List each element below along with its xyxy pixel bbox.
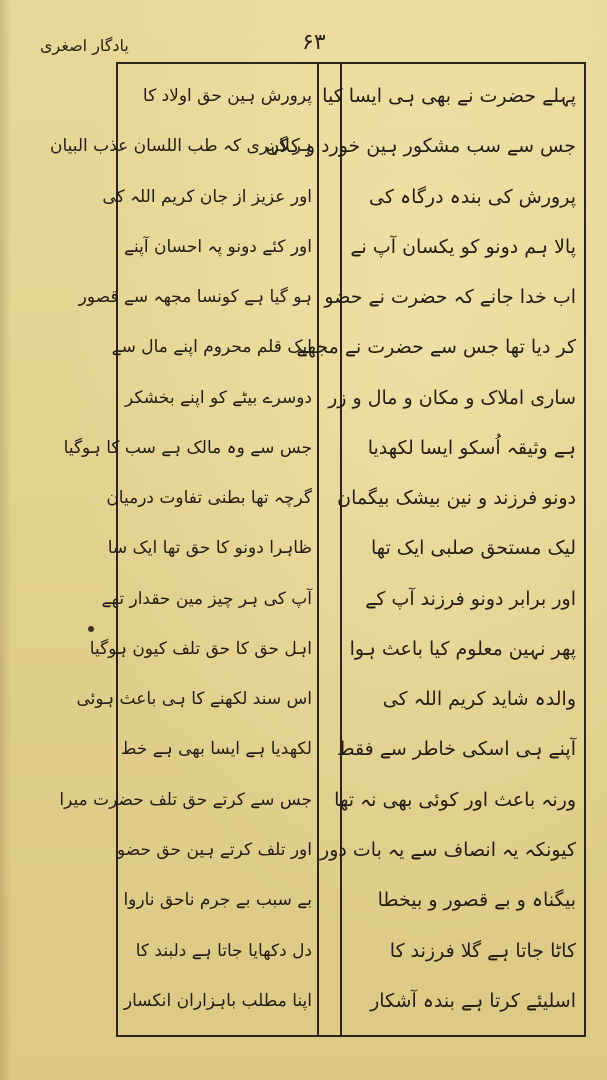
page-header xyxy=(40,30,585,66)
column-divider-right xyxy=(340,62,342,1037)
verse-line: جس سے کرتے حق تلف حضرت میرا xyxy=(59,789,312,810)
verse-line: ورنہ باعث اور کوئی بھی نہ تھا xyxy=(334,788,576,811)
ink-spot xyxy=(88,626,94,632)
verse-line: اس سند لکھنے کا ہی باعث ہوئی xyxy=(76,689,312,710)
verse-line: بیگناہ و بے قصور و بیخطا xyxy=(377,889,576,912)
verse-line: لکھدیا ہے ایسا بھی ہے خط xyxy=(120,739,312,760)
verse-line: اسلیئے کرتا ہے بندہ آشکار xyxy=(370,989,576,1012)
verse-line: ظاہرا دونو کا حق تھا ایک سا xyxy=(107,538,312,559)
verse-line: پالا ہم دونو کو یکسان آپ نے xyxy=(350,235,576,258)
verse-line: ہے وثیقہ اُسکو ایسا لکھدیا xyxy=(367,436,576,459)
verse-line: دونو فرزند و نین بیشک بیگمان xyxy=(337,487,576,510)
verse-line: اور عزیز از جان کریم اللہ کی xyxy=(102,186,312,207)
verse-line: پہلے حضرت نے بھی ہی ایسا کیا xyxy=(322,85,576,107)
verse-line: کر دیا تھا جس سے حضرت نے مجھے xyxy=(296,336,576,359)
verse-line: پرورش کی بندہ درگاہ کی xyxy=(369,185,576,208)
verse-line: اب خدا جانے کہ حضرت نے حضو xyxy=(324,286,576,309)
verse-line: ایک قلم محروم اپنے مال سے xyxy=(111,337,312,358)
verse-line: دل دکھایا جاتا ہے دلبند کا xyxy=(135,940,312,961)
verse-line: آپنے ہی اسکی خاطر سے فقط xyxy=(336,738,576,761)
verse-line: ساری املاک و مکان و مال و زر xyxy=(328,386,576,409)
page-number: ۶۳ xyxy=(302,30,326,55)
verse-line: بے سبب بے جرم ناحق ناروا xyxy=(123,890,312,911)
verse-line: جس سے وہ مالک ہے سب کا ہوگیا xyxy=(63,437,312,458)
verse-line: جس سے سب مشکور ہین خورد و کلان xyxy=(265,135,576,158)
verse-line: گرچہ تھا بطنی تفاوت درمیان xyxy=(106,488,312,509)
text-column-right xyxy=(265,76,576,1021)
verse-line: اہل حق کا حق تلف کیون ہوگیا xyxy=(89,638,312,659)
running-title: یادگار اصغری xyxy=(40,36,129,55)
text-column-left xyxy=(49,76,312,1021)
verse-line: دوسرے بیٹے کو اپنے بخشکر xyxy=(125,387,312,408)
verse-line: اور تلف کرتے ہین حق حضو xyxy=(116,839,312,860)
verse-line: اور برابر دونو فرزند آپ کے xyxy=(365,587,576,610)
verse-line: والدہ شاید کریم اللہ کی xyxy=(382,688,576,711)
verse-line: ہو گیا ہے کونسا مجھہ سے قصور xyxy=(78,287,312,308)
verse-line: پرورش ہین حق اولاد کا xyxy=(142,86,312,106)
verse-line: پھر نہین معلوم کیا باعث ہوا xyxy=(349,637,576,660)
verse-line: آپ کی ہر چیز مین حقدار تھے xyxy=(101,588,312,609)
column-divider-left xyxy=(317,62,319,1037)
verse-line: اپنا مطلب باہزاران انکسار xyxy=(123,990,312,1011)
verse-line: ہر گہری کہ طب اللسان عذب البیان xyxy=(49,136,312,157)
verse-line: کیونکہ یہ انصاف سے یہ بات دور xyxy=(320,838,576,861)
page-edge-shadow xyxy=(0,0,12,1080)
verse-line: لیک مستحق صلبی ایک تھا xyxy=(370,537,576,560)
verse-line: اور کئے دونو پہ احسان آپنے xyxy=(124,236,312,257)
verse-line: کاٹا جاتا ہے گلا فرزند کا xyxy=(389,939,576,962)
